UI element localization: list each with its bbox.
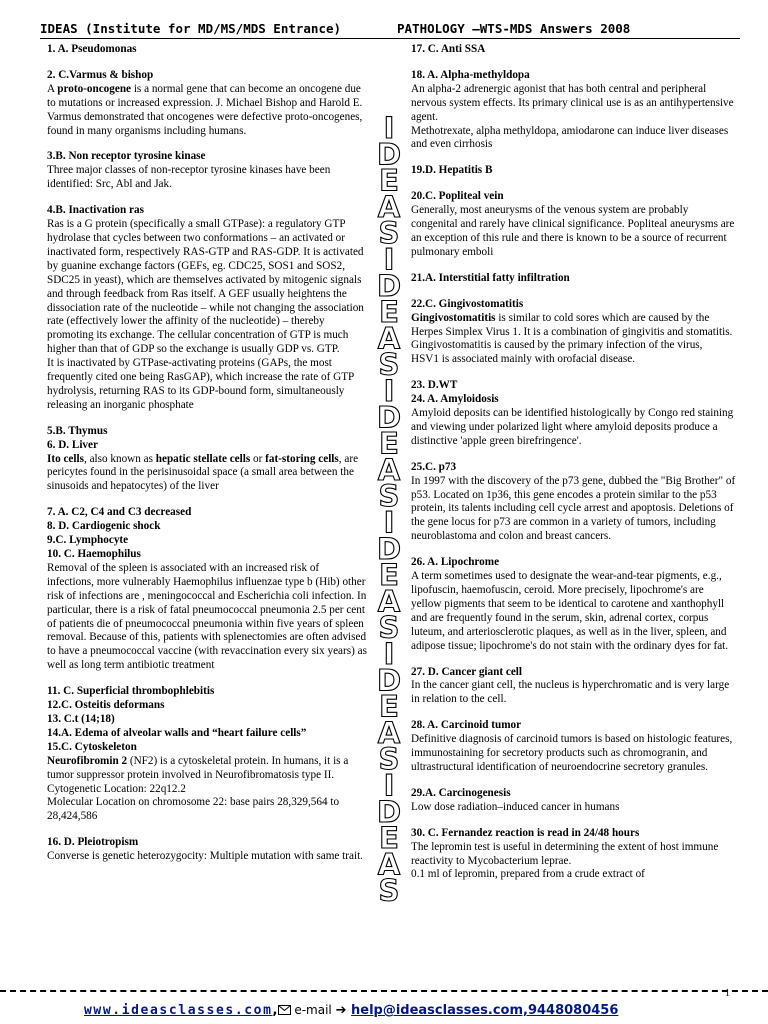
answer-explanation: It is inactivated by GTPase-activating proteins (GAPs, the most frequently cited one being RasGAP), which increase the rate of GTP hydrolysis, returning RAS to its GDP-bound form, simultaneously releasing an inorganic phosphate (47, 357, 354, 411)
answer-explanation: The lepromin test is useful in determining the extent of host immune reactivity to Mycobacterium leprae. (411, 840, 719, 867)
watermark-letter: A (377, 321, 401, 356)
answer-explanation: Converse is genetic heterozygocity: Multiple mutation with same trait. (47, 850, 363, 863)
watermark-letter: I (383, 768, 395, 803)
answer-title: 24. A. Amyloidosis (411, 393, 499, 406)
answer-2 (47, 69, 367, 139)
answer-5-6 (47, 425, 367, 495)
bold-term: Ito cells (47, 452, 84, 465)
footer (84, 1003, 618, 1018)
watermark-letter: D (376, 663, 402, 698)
bold-term: Gingivostomatitis (411, 311, 496, 324)
watermark-letter: I (383, 242, 395, 277)
answer-explanation: Molecular Location on chromosome 22: base pairs 28,329,564 to 28,424,586 (47, 796, 340, 823)
answer-4 (47, 204, 367, 413)
answer-19 (411, 164, 736, 178)
answer-explanation: A term sometimes used to designate the wear-and-tear pigments, e.g., lipofuscin, haemofuscin, ceroid. More precisely, lipochrome's are yellow pigments that seem to be identical to carotene and xanthophyll and are frequently found in the serum, skin, adrenal cortex, corpus luteum, and arteriosclerotic plaques, as well as in the liver, spleen, and adipose tissue; lipochrome's do not stain with the ordinary dyes for fat. (411, 570, 729, 652)
arrow-icon: ➔ (335, 1003, 347, 1018)
answer-title: 29.A. Carcinogenesis (411, 786, 511, 799)
answer-title: 4.B. Inactivation ras (47, 204, 144, 217)
watermark-letter: D (376, 137, 402, 172)
answer-explanation: In the cancer giant cell, the nucleus is hyperchromatic and is very large in relation to the cell. (411, 679, 730, 706)
answer-title: 18. A. Alpha-methyldopa (411, 68, 530, 81)
bold-term: fat-storing cells (265, 452, 339, 465)
watermark-letter: S (378, 742, 400, 777)
watermark-letter: I (383, 374, 395, 408)
answer-3 (47, 150, 367, 192)
answer-explanation: Cytogenetic Location: 22q12.2 (47, 782, 186, 795)
watermark-letter: A (377, 189, 401, 224)
bold-term: hepatic stellate cells (155, 452, 251, 465)
watermark-letter: S (378, 347, 400, 382)
answer-explanation: An alpha-2 adrenergic agonist that has both central and peripheral nervous system effects. Its primary clinical use is as an antihypertensive agent. (411, 82, 734, 123)
answer-explanation: Ras is a G protein (specifically a small GTPase): a regulatory GTP hydrolase that cycles between two conformations – an activated or inactivated form, respectively RAS-GTP and RAS-GDP. It is activated by guanine exchange factors (GEFs, eg. CDC25, SOS1 and SOS2, SDC25 in yeast), which are themselves activated by mitogenic signals and through feedback from Ras itself. A GEF usually heightens the dissociation rate of the nucleotide – while not changing the association rate (effectively lower the affinity of the nucleotide) – thereby promoting its exchange. The cellular concentration of GTP is much higher than that of GDP so the exchange is usually GDP vs. GTP. (47, 218, 364, 356)
page-header (40, 21, 740, 39)
answer-7-10 (47, 506, 367, 673)
answer-title: 16. D. Pleiotropism (47, 836, 139, 849)
answer-title: 1. A. Pseudomonas (47, 43, 137, 55)
email-phone-link[interactable]: help@ideasclasses.com,9448080456 (351, 1003, 619, 1018)
watermark-letter: I (383, 505, 395, 540)
bold-term: Neurofibromin 2 (47, 754, 128, 767)
ideas-watermark (366, 112, 412, 902)
answer-title: 13. C.t (14;18) (47, 712, 115, 725)
watermark-letter: A (377, 452, 401, 487)
watermark-letter: S (378, 216, 400, 251)
header-rule (40, 38, 740, 39)
answer-20 (411, 190, 736, 260)
answer-16 (47, 836, 367, 864)
answer-title: 9.C. Lymphocyte (47, 534, 129, 547)
watermark-letter: S (378, 873, 400, 902)
answer-21 (411, 272, 736, 286)
answer-title: 26. A. Lipochrome (411, 556, 500, 569)
answer-title: 10. C. Haemophilus (47, 548, 141, 560)
footer-separator: , (272, 1003, 278, 1018)
answer-1 (47, 43, 367, 57)
answer-title: 6. D. Liver (47, 438, 98, 451)
answer-title: 27. D. Cancer giant cell (411, 665, 523, 678)
website-link[interactable]: www.ideasclasses.com (84, 1003, 273, 1018)
watermark-letter: S (378, 479, 400, 514)
watermark-letter: D (376, 531, 402, 566)
header-institute: IDEAS (Institute for MD/MS/MDS Entrance) (40, 21, 342, 36)
text-run: or (250, 452, 266, 465)
answer-title: 20.C. Popliteal vein (411, 190, 504, 203)
footer-dashed-rule (0, 990, 768, 992)
text-run: (NF2) is a cytoskeletal protein. In humans, it is a tumor suppressor protein involved in Neurofibromatosis type II. (47, 754, 349, 781)
watermark-letter: E (379, 163, 399, 198)
right-column (411, 43, 736, 894)
answer-23-24 (411, 379, 736, 449)
answer-title: 19.D. Hepatitis B (411, 164, 493, 177)
answer-title: 25.C. p73 (411, 460, 457, 473)
answer-explanation (411, 312, 736, 354)
watermark-letter: A (377, 584, 401, 619)
answer-explanation: Removal of the spleen is associated with an increased risk of infections, more vulnerably Haemophilus influenzae type b (Hib) other risk of infections are , meningococcal and Escherichia coli infection. In particular, there is a risk of fatal pneumococcal pneumonia 2.5 per cent of patients die of pneumococcal pneumonia within five years of spleen removal. Because of this, patients with splenectomies are often advised to have a pneumococcal vaccine (with revaccination every six years) as well as long term antibiotic treatment (47, 561, 367, 672)
answer-explanation: Three major classes of non-receptor tyrosine kinases have been identified: Src, Abl and Jak. (47, 164, 331, 191)
answer-title: 30. C. Fernandez reaction is read in 24/48 hours (411, 826, 640, 839)
watermark-letter: E (379, 295, 399, 330)
watermark-letter: E (379, 426, 399, 461)
answer-11-15 (47, 685, 367, 824)
answer-explanation (47, 83, 367, 139)
bold-term: proto-oncogene (57, 82, 132, 95)
answer-title: 28. A. Carcinoid tumor (411, 719, 522, 732)
answer-explanation: Low dose radiation–induced cancer in humans (411, 800, 620, 813)
answer-explanation: HSV1 is associated mainly with orofacial disease. (411, 353, 636, 366)
answer-26 (411, 556, 736, 653)
watermark-letter: I (383, 112, 395, 145)
text-run: is a normal gene that can become an oncogene due to mutations or increased expression. J. Michael Bishop and Harold E. Varmus demonstrated that oncogenes were defective proto-oncogenes, found in many organisms including humans. (47, 82, 363, 137)
email-label: e-mail (290, 1003, 336, 1017)
text-run: is similar to cold sores which are caused by the Herpes Simplex Virus 1. It is a combination of gingivitis and stomatitis. Gingivostomatitis is caused by the primary infection of the virus, (411, 311, 733, 352)
answer-explanation: Amyloid deposits can be identified histologically by Congo red staining and viewing under polarized light where amyloid deposits produce a distinctive 'apple green birefringence'. (411, 407, 734, 447)
answer-28 (411, 719, 736, 775)
answer-title: 17. C. Anti SSA (411, 43, 486, 55)
answer-title: 5.B. Thymus (47, 424, 108, 437)
answer-27 (411, 666, 736, 708)
answer-17 (411, 43, 736, 57)
text-run: A (47, 82, 58, 95)
answer-title: 14.A. Edema of alveolar walls and “heart failure cells” (47, 726, 307, 739)
text-run: , are pericytes found in the perisinusoidal space (a small area between the sinusoids and hepatocytes) of the liver (47, 452, 359, 493)
answer-explanation (47, 453, 367, 495)
answer-25 (411, 461, 736, 544)
answer-title: 11. C. Superficial thrombophlebitis (47, 685, 215, 698)
envelope-icon (278, 1005, 291, 1015)
answer-explanation: Methotrexate, alpha methyldopa, amiodarone can induce liver diseases and even cirrhosis (411, 124, 729, 151)
watermark-letter: E (379, 821, 399, 856)
answer-explanation: 0.1 ml of lepromin, prepared from a crude extract of (411, 868, 645, 881)
watermark-letter: D (376, 268, 402, 303)
watermark-letter: E (379, 558, 399, 593)
page-number: 1 (725, 988, 730, 999)
answer-title: 7. A. C2, C4 and C3 decreased (47, 506, 192, 519)
answer-30 (411, 827, 736, 883)
answer-18 (411, 69, 736, 152)
answer-title: 21.A. Interstitial fatty infiltration (411, 271, 570, 284)
watermark-letter: D (376, 794, 402, 829)
answer-title: 8. D. Cardiogenic shock (47, 520, 161, 533)
watermark-letter: D (376, 400, 402, 435)
answer-title: 22.C. Gingivostomatitis (411, 297, 524, 310)
answer-explanation (47, 755, 367, 783)
watermark-letter: A (377, 847, 401, 882)
left-column (47, 43, 367, 876)
watermark-letter: E (379, 689, 399, 724)
text-run: , also known as (83, 452, 156, 465)
answer-explanation: Definitive diagnosis of carcinoid tumors is based on histologic features, immunostaining for secretory products such as chromogranin, and ultrastructural identification of neuroendocrine secretory granules. (411, 733, 733, 773)
answer-explanation: In 1997 with the discovery of the p73 gene, dubbed the "Big Brother" of p53. Located on 1p36, this gene encodes a protein similar to the p53 protein, its talents including cell cycle arrest and apoptosis. Deletions of the gene locus for p73 are common in a variety of tumors, including neuroblastoma and colon and breast cancers. (411, 474, 736, 543)
answer-29 (411, 787, 736, 815)
watermark-letter: A (377, 715, 401, 750)
answer-22 (411, 298, 736, 368)
answer-explanation: Generally, most aneurysms of the venous system are probably congenital and rarely have clinical significance. Popliteal aneurysms are an exception of this rule and there is known to be a source of recurrent pulmonary emboli (411, 204, 735, 258)
answer-title: 3.B. Non receptor tyrosine kinase (47, 150, 206, 163)
answer-title: 12.C. Osteitis deformans (47, 699, 165, 712)
answer-title: 15.C. Cytoskeleton (47, 740, 137, 753)
answer-title: 2. C.Varmus & bishop (47, 68, 154, 81)
header-subject: PATHOLOGY –WTS-MDS Answers 2008 (397, 21, 631, 36)
watermark-letter: I (383, 637, 395, 671)
watermark-letter: S (378, 610, 400, 645)
answer-title: 23. D.WT (411, 379, 458, 392)
